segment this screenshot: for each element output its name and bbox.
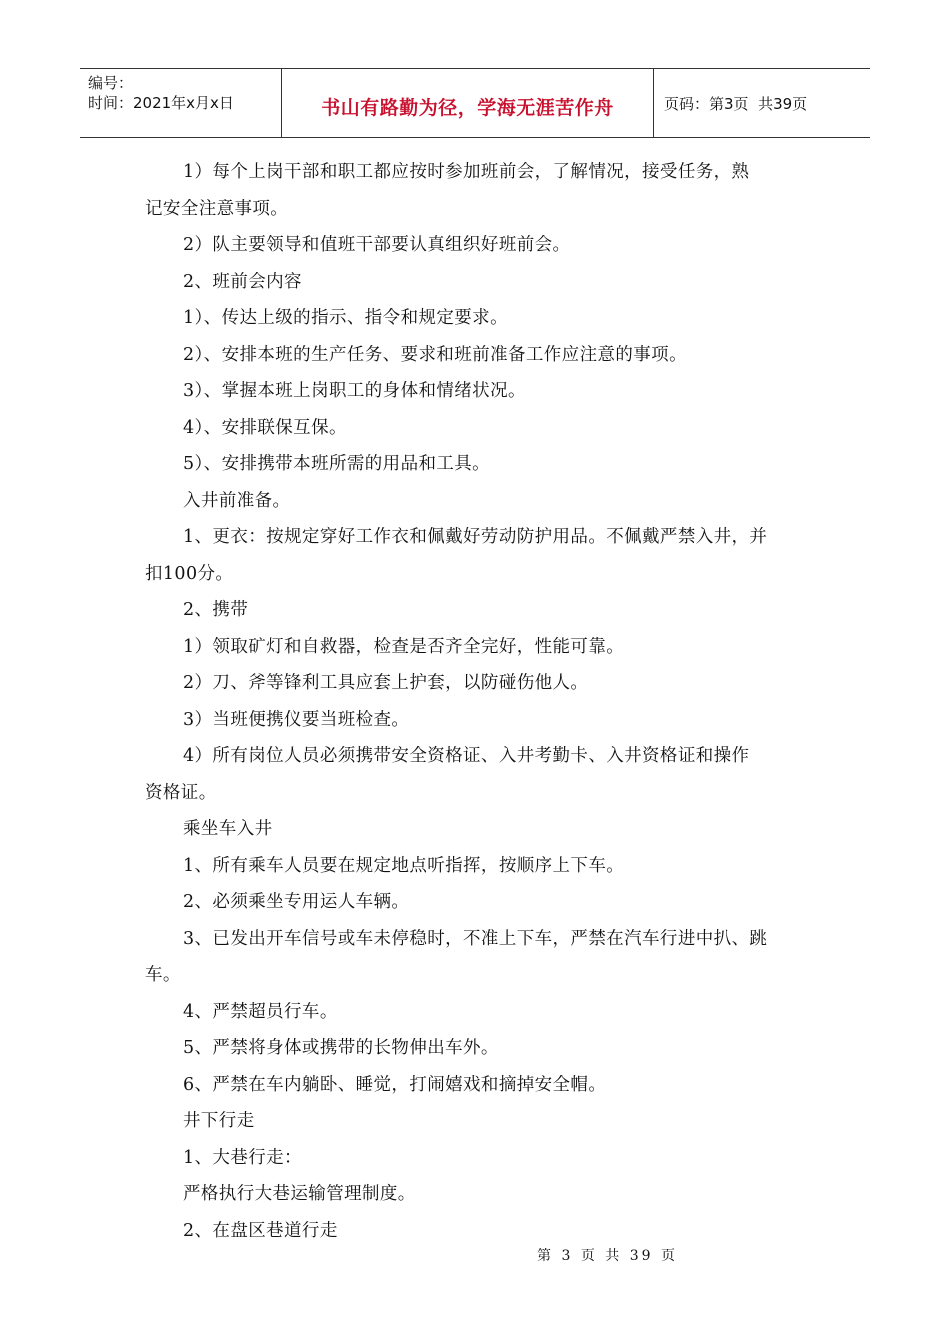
document-header	[80, 68, 870, 138]
section-heading: 井下行走	[183, 1111, 255, 1131]
document-number: 编号：	[88, 74, 134, 92]
header-motto-cell	[282, 69, 654, 137]
section-heading: 入井前准备。	[183, 490, 291, 511]
section-heading: 2、携带	[183, 600, 249, 620]
list-item: 3）当班便携仪要当班检查。	[183, 709, 410, 730]
list-item: 1、大巷行走：	[183, 1147, 302, 1168]
list-item: 5）、安排携带本班所需的用品和工具。	[183, 454, 491, 474]
list-item: 4）所有岗位人员必须携带安全资格证、入井考勤卡、入井资格证和操作	[183, 746, 750, 766]
paragraph-line: 车。	[145, 965, 181, 985]
paragraph-line: 1、更衣：按规定穿好工作衣和佩戴好劳动防护用品。不佩戴严禁入井，并	[183, 527, 768, 547]
paragraph-line: 1）每个上岗干部和职工都应按时参加班前会，了解情况，接受任务，熟	[183, 162, 750, 182]
header-page-cell	[654, 69, 870, 137]
header-page-info: 页码：第3页 共39页	[664, 94, 808, 113]
list-item: 4、严禁超员行车。	[183, 1001, 338, 1022]
paragraph-line: 记安全注意事项。	[145, 198, 289, 219]
list-item: 4）、安排联保互保。	[183, 417, 347, 438]
section-heading: 2、班前会内容	[183, 271, 302, 292]
paragraph-line: 2）队主要领导和值班干部要认真组织好班前会。	[183, 235, 571, 255]
document-body	[145, 154, 810, 1249]
header-meta	[80, 69, 282, 137]
paragraph-line: 扣100分。	[145, 563, 234, 584]
list-item: 3、已发出开车信号或车未停稳时，不准上下车，严禁在汽车行进中扒、跳	[183, 928, 768, 949]
list-item: 2）刀、斧等锋利工具应套上护套，以防碰伤他人。	[183, 673, 589, 693]
document-date: 时间：2021年x月x日	[88, 94, 234, 112]
header-motto: 书山有路勤为径，学海无涯苦作舟	[321, 96, 614, 119]
section-heading: 乘坐车入井	[183, 819, 273, 839]
list-item: 2、必须乘坐专用运人车辆。	[183, 892, 410, 912]
list-item: 2、在盘区巷道行走	[183, 1220, 338, 1241]
list-item: 5、严禁将身体或携带的长物伸出车外。	[183, 1038, 499, 1058]
paragraph-line: 严格执行大巷运输管理制度。	[183, 1184, 416, 1204]
list-item: 6、严禁在车内躺卧、睡觉，打闹嬉戏和摘掉安全帽。	[183, 1074, 607, 1095]
page-footer: 第 3 页 共 39 页	[537, 1248, 678, 1264]
list-item: 1）领取矿灯和自救器，检查是否齐全完好，性能可靠。	[183, 636, 625, 657]
list-item: 3）、掌握本班上岗职工的身体和情绪状况。	[183, 381, 526, 401]
list-item: 1、所有乘车人员要在规定地点听指挥，按顺序上下车。	[183, 855, 625, 876]
paragraph-line: 资格证。	[145, 782, 217, 803]
list-item: 2）、安排本班的生产任务、要求和班前准备工作应注意的事项。	[183, 344, 687, 365]
list-item: 1）、传达上级的指示、指令和规定要求。	[183, 308, 508, 328]
